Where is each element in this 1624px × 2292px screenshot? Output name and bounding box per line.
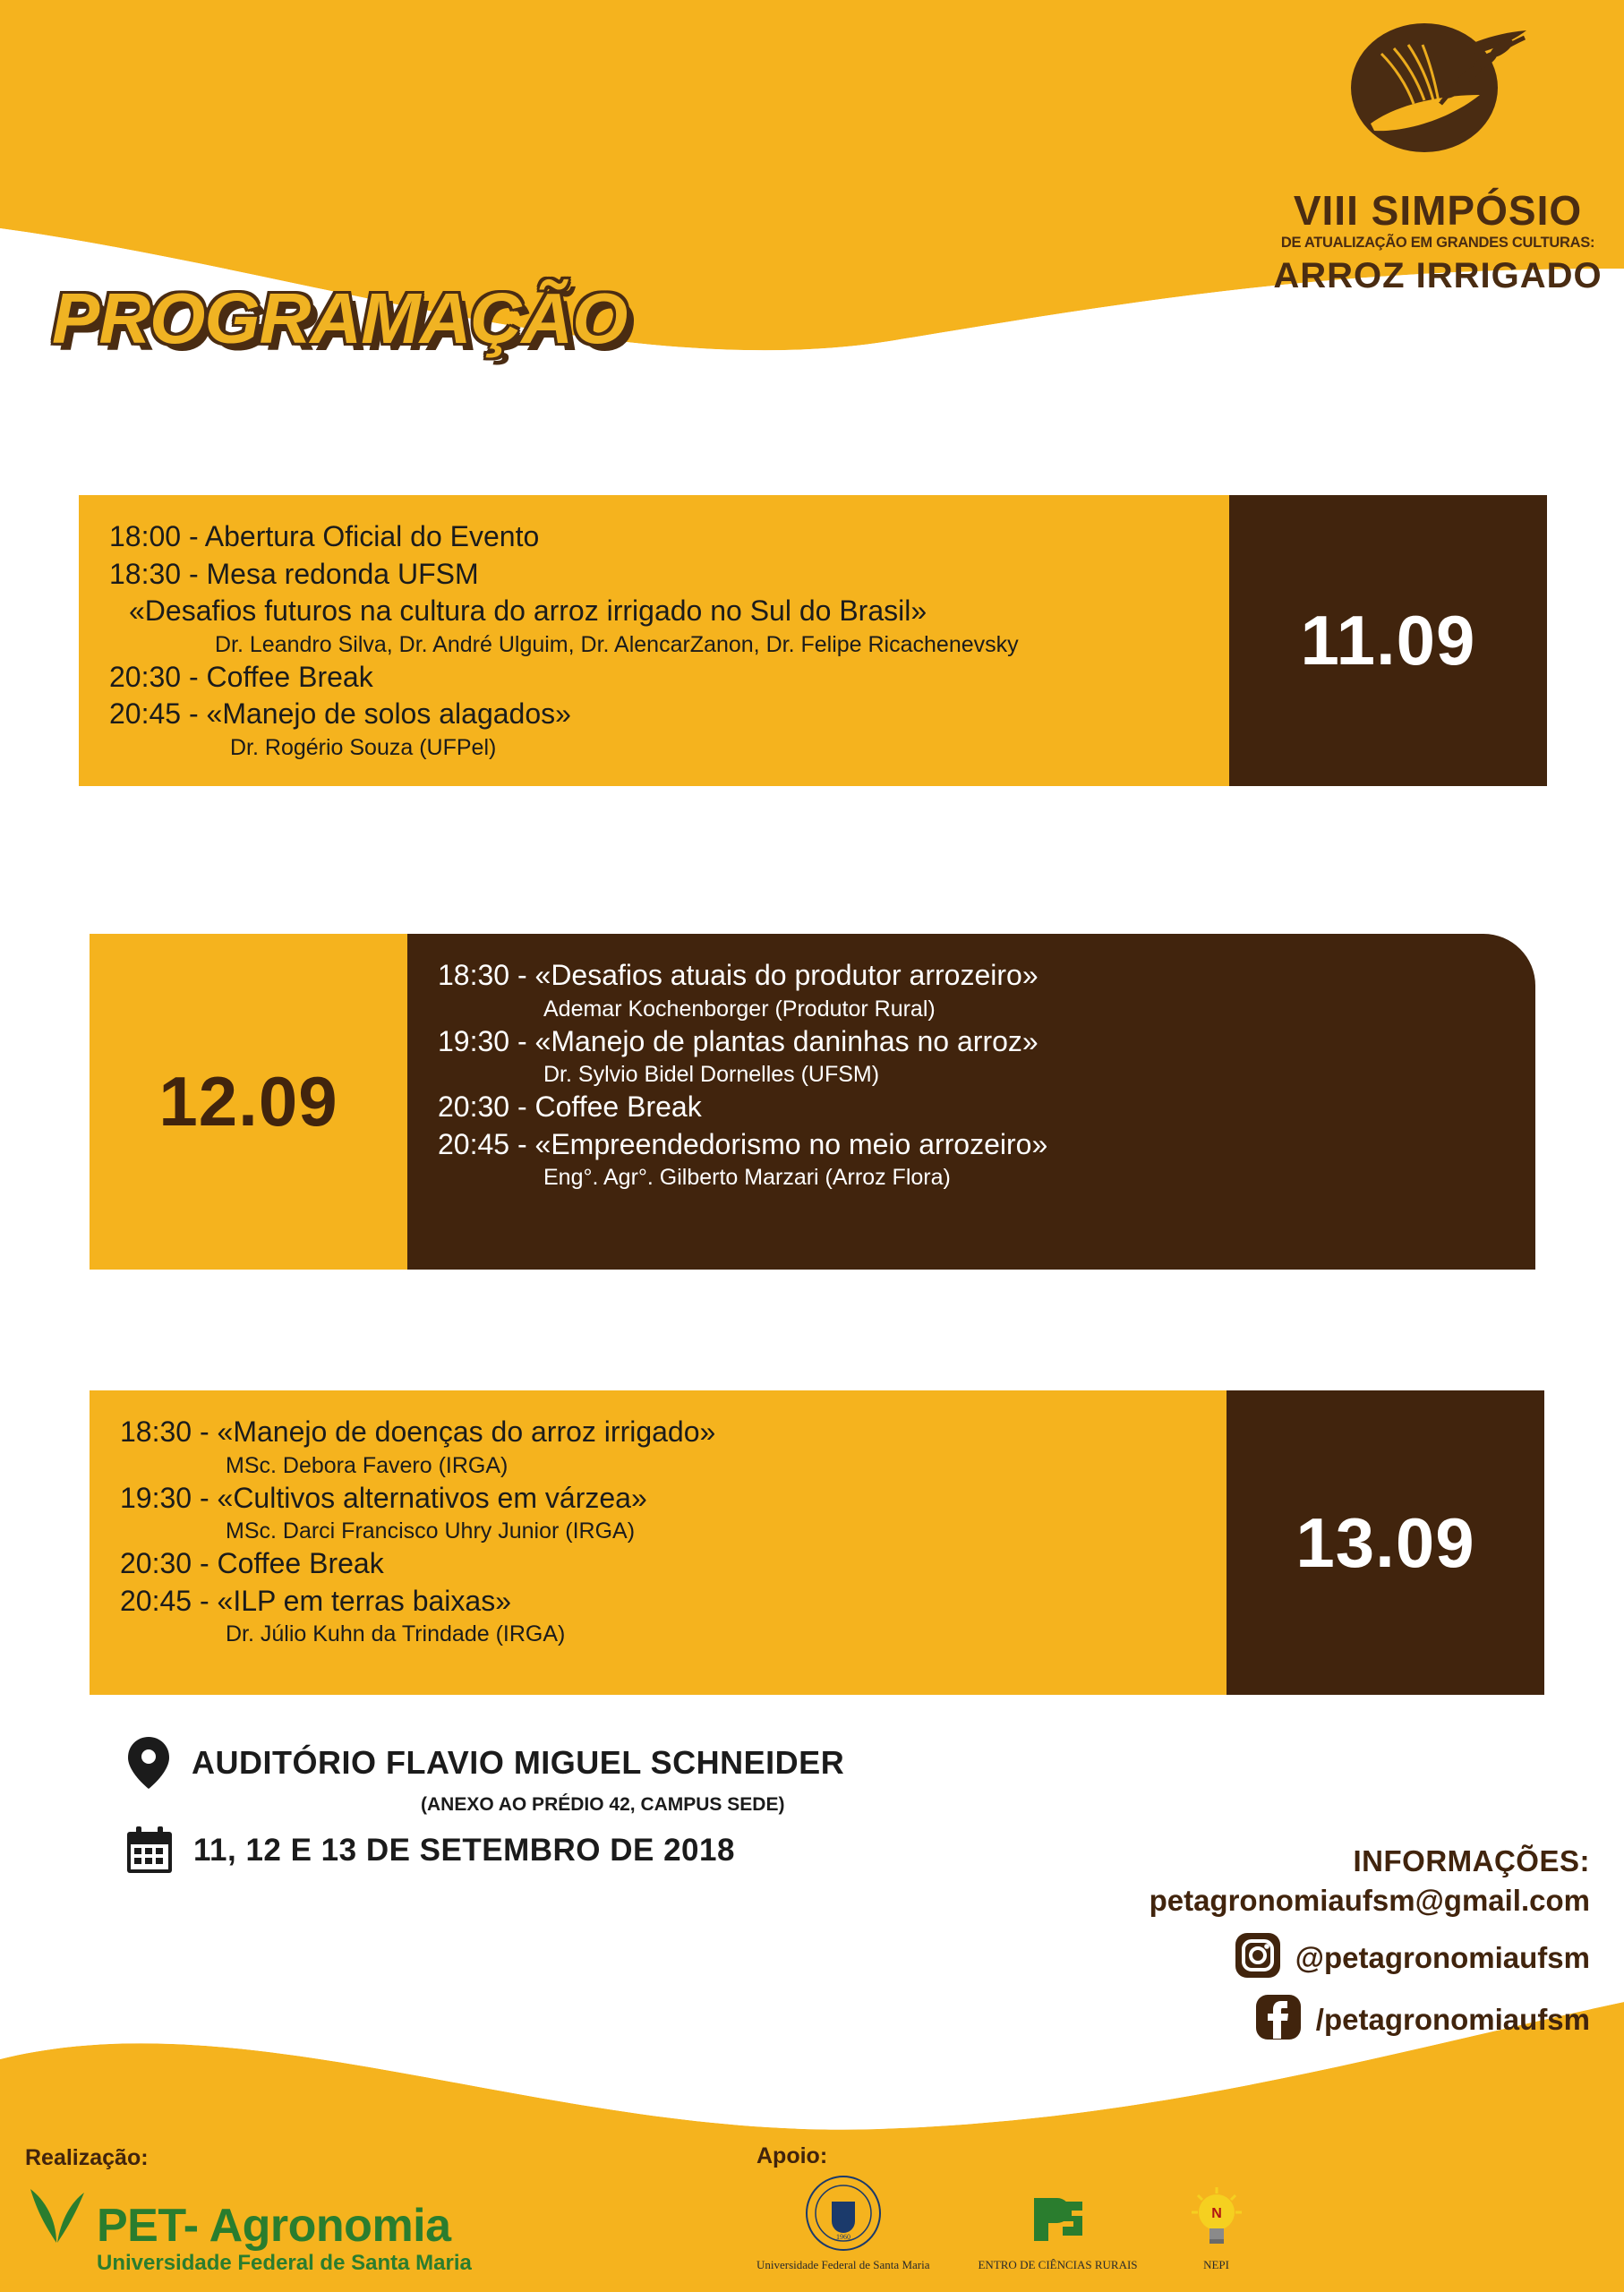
- program-line: 18:00 - Abertura Oficial do Evento: [109, 520, 540, 552]
- logo-subtitle: DE ATUALIZAÇÃO EM GRANDES CULTURAS:: [1280, 235, 1595, 251]
- instagram-icon[interactable]: [1235, 1932, 1281, 1983]
- venue-info: [125, 1735, 844, 1880]
- venue-name: AUDITÓRIO FLAVIO MIGUEL SCHNEIDER: [192, 1744, 845, 1781]
- svg-text:N: N: [1210, 2206, 1222, 2221]
- contact-email[interactable]: petagronomiaufsm@gmail.com: [1149, 1884, 1590, 1917]
- contacts-block: [1150, 1844, 1590, 2056]
- program-speaker: Dr. Júlio Kuhn da Trindade (IRGA): [226, 1621, 566, 1647]
- calendar-icon: [125, 1826, 174, 1875]
- program-line: «Desafios futuros na cultura do arroz irrigado no Sul do Brasil»: [129, 594, 927, 628]
- program-line: 20:45 - «Manejo de solos alagados»: [109, 697, 571, 731]
- wheat-rice-emblem-icon: [1335, 18, 1541, 197]
- day-block-3: [90, 1390, 1544, 1695]
- apoio-logo-nepi: [1186, 2187, 1247, 2272]
- program-speaker: Dr. Sylvio Bidel Dornelles (UFSM): [543, 1062, 880, 1088]
- day-2-date-panel: [90, 934, 407, 1270]
- program-line: 18:30 - Mesa redonda UFSM: [109, 557, 479, 590]
- day-1-date-panel: [1229, 495, 1547, 786]
- page-title: PROGRAMAÇÃO: [52, 278, 628, 358]
- apoio-caption: Universidade Federal de Santa Maria: [756, 2258, 930, 2271]
- venue-dates: 11, 12 E 13 DE SETEMBRO DE 2018: [193, 1833, 735, 1868]
- program-line: 18:30 - «Manejo de doenças do arroz irrigado»: [120, 1415, 716, 1448]
- instagram-row[interactable]: [1150, 1932, 1590, 1983]
- location-pin-icon: [125, 1735, 172, 1791]
- ccr-logo-icon: [1027, 2193, 1090, 2252]
- program-speaker: MSc. Debora Favero (IRGA): [226, 1452, 509, 1478]
- program-line: 20:30 - Coffee Break: [438, 1090, 702, 1124]
- program-line: 18:30 - «Desafios atuais do produtor arrozeiro»: [438, 959, 1039, 991]
- ufsm-seal-icon: [805, 2175, 882, 2252]
- program-speaker: Dr. Rogério Souza (UFPel): [230, 734, 497, 760]
- day-2-program: [407, 934, 1535, 1270]
- day-block-1: [79, 495, 1547, 786]
- program-line: 20:30 - Coffee Break: [120, 1547, 384, 1580]
- program-line: 20:30 - Coffee Break: [109, 660, 373, 693]
- apoio-logo-ufsm: [756, 2175, 929, 2272]
- program-line: 20:45 - «Empreendedorismo no meio arrozeiro»: [438, 1127, 1048, 1160]
- day-date: 12.09: [158, 1062, 338, 1141]
- realizacao-label: Realização:: [25, 2145, 149, 2170]
- logo-title: VIII SIMPÓSIO: [1293, 187, 1583, 234]
- apoio-block: [756, 2143, 1247, 2272]
- program-speaker: Eng°. Agr°. Gilberto Marzari (Arroz Flora): [543, 1165, 951, 1191]
- day-1-program: [79, 495, 1229, 786]
- svg-text:1960: 1960: [835, 2233, 850, 2241]
- program-line: 19:30 - «Cultivos alternativos em várzea»: [120, 1481, 647, 1514]
- contacts-title: INFORMAÇÕES:: [1353, 1844, 1590, 1877]
- day-3-program: [90, 1390, 1227, 1695]
- apoio-label: Apoio:: [756, 2143, 828, 2168]
- pet-name: PET- Agronomia: [97, 2200, 451, 2252]
- apoio-caption: ENTRO DE CIÊNCIAS RURAIS: [978, 2258, 1138, 2271]
- logo-main-title: ARROZ IRRIGADO: [1273, 256, 1603, 295]
- facebook-row[interactable]: [1150, 1994, 1590, 2045]
- venue-detail: (ANEXO AO PRÉDIO 42, CAMPUS SEDE): [421, 1794, 785, 1815]
- program-line: 20:45 - «ILP em terras baixas»: [120, 1584, 511, 1617]
- event-logo: [1268, 18, 1608, 340]
- day-date: 11.09: [1300, 601, 1476, 680]
- day-date: 13.09: [1295, 1502, 1475, 1582]
- pet-university: Universidade Federal de Santa Maria: [97, 2251, 472, 2275]
- instagram-handle[interactable]: @petagronomiaufsm: [1295, 1940, 1590, 1974]
- facebook-icon[interactable]: [1255, 1994, 1302, 2045]
- day-block-2: [90, 934, 1535, 1270]
- realizacao-block: [25, 2145, 472, 2276]
- apoio-logo-ccr: [978, 2193, 1137, 2272]
- program-speaker: MSc. Darci Francisco Uhry Junior (IRGA): [226, 1518, 636, 1544]
- program-speaker: Ademar Kochenborger (Produtor Rural): [543, 996, 936, 1022]
- program-speaker: Dr. Leandro Silva, Dr. André Ulguim, Dr. AlencarZanon, Dr. Felipe Ricachenevsky: [215, 631, 1019, 657]
- apoio-caption: NEPI: [1203, 2258, 1229, 2271]
- program-line: 19:30 - «Manejo de plantas daninhas no arroz»: [438, 1024, 1039, 1057]
- day-3-date-panel: [1227, 1390, 1544, 1695]
- facebook-handle[interactable]: /petagronomiaufsm: [1315, 2002, 1590, 2036]
- lightbulb-icon: [1186, 2187, 1247, 2252]
- pet-leaf-icon: [25, 2173, 88, 2249]
